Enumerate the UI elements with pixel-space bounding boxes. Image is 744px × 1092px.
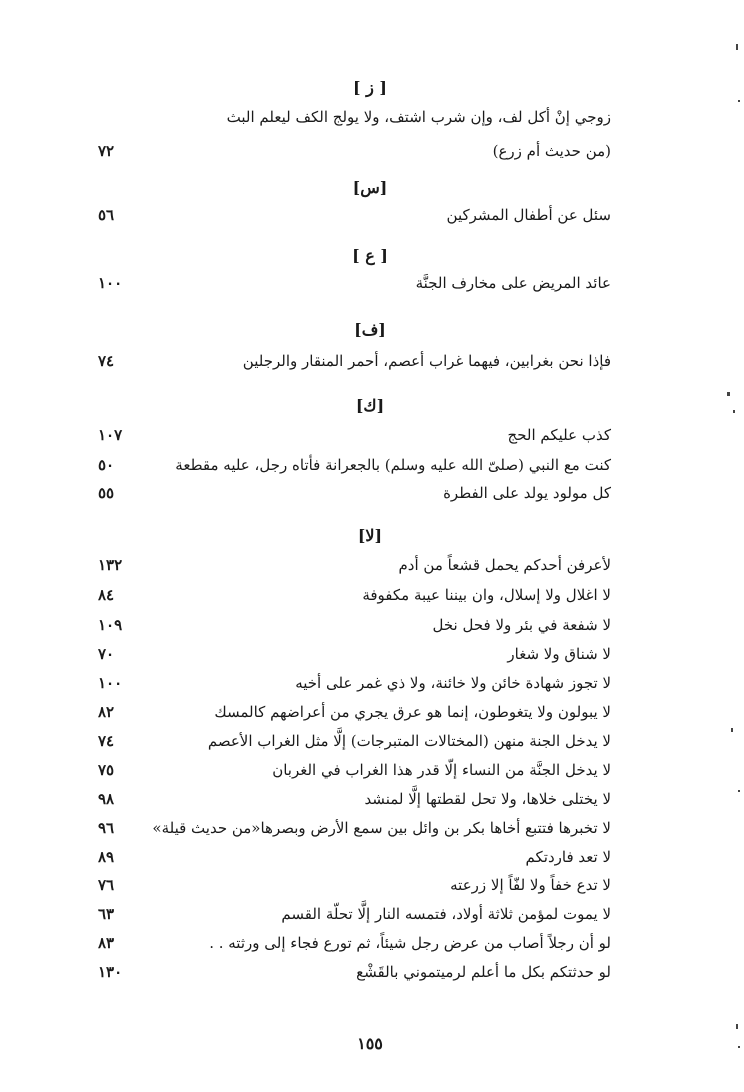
index-entry-text: كنت مع النبي (صلىّ الله عليه وسلم) بالجعرانة فأتاه رجل، عليه مقطعة — [175, 456, 611, 474]
scan-speck — [727, 392, 730, 396]
index-entry-text: لا يدخل الجنة منهن (المختالات المتبرجات) إلَّا مثل الغراب الأعصم — [207, 732, 611, 750]
section-heading-ain: [ ع ] — [352, 246, 388, 265]
index-entry-page: ٧٤ — [98, 732, 115, 750]
index-entry-page: ١٠٧ — [98, 426, 123, 444]
index-entry-page: ٩٦ — [98, 819, 115, 837]
page-number: ١٥٥ — [357, 1034, 383, 1053]
index-entry-text: زوجي إنْ أكل لف، وإن شرب اشتف، ولا يولج الكف ليعلم البث — [226, 108, 611, 126]
section-heading-zay: [ ز ] — [352, 78, 387, 97]
index-entry-page: ١٣٠ — [98, 963, 123, 981]
index-entry-text: لا شفعة في بئر ولا فحل نخل — [432, 616, 611, 634]
index-entry-page: ٧٢ — [98, 142, 115, 160]
index-entry-text: (من حديث أم زرع) — [492, 142, 611, 160]
index-entry-text: لا يختلى خلاها، ولا تحل لقطتها إلَّا لمنشد — [364, 790, 611, 808]
index-entry-page: ٨٣ — [98, 934, 115, 952]
section-heading-sin: [س] — [352, 178, 388, 197]
index-entry-text: لا يبولون ولا يتغوطون، إنما هو عرق يجري من أعراضهم كالمسك — [214, 703, 611, 721]
index-entry-text: لو أن رجلاً أصاب من عرض رجل شيئاً، ثم تورع فجاء إلى ورثته . . — [209, 934, 611, 952]
index-entry-text: كل مولود يولد على الفطرة — [443, 484, 611, 502]
index-entry-text: لأعرفن أحدكم يحمل قشعاً من أدم — [398, 556, 611, 574]
scan-speck — [738, 100, 740, 102]
index-entry-page: ٧٦ — [98, 876, 115, 894]
scan-speck — [731, 728, 733, 732]
index-entry-page: ٧٥ — [98, 761, 115, 779]
index-entry-text: لو حدثتكم بكل ما أعلم لرميتموني بالقَشْع — [356, 963, 611, 981]
index-entry-text: لا شناق ولا شغار — [507, 645, 611, 663]
section-heading-kaf: [ك] — [355, 396, 385, 415]
index-entry-page: ٩٨ — [98, 790, 115, 808]
index-entry-page: ٧٠ — [98, 645, 115, 663]
index-entry-page: ١٣٢ — [98, 556, 123, 574]
index-entry-page: ٦٣ — [98, 905, 115, 923]
scan-speck — [736, 44, 738, 50]
index-entry-text: لا يدخل الجنَّة من النساء إلّا قدر هذا الغراب في الغربان — [272, 761, 611, 779]
scan-speck — [738, 1046, 740, 1048]
index-entry-page: ١٠٠ — [98, 674, 123, 692]
scan-speck — [733, 410, 735, 413]
scan-speck — [736, 1024, 738, 1029]
index-entry-text: لا تدع خفاً ولا لفّاً إلا زرعته — [450, 876, 611, 894]
index-entry-page: ٧٤ — [98, 352, 115, 370]
section-heading-fa: [ف] — [354, 320, 386, 339]
index-entry-text: سئل عن أطفال المشركين — [446, 206, 611, 224]
index-entry-text: لا اغلال ولا إسلال، وان بيننا عيبة مكفوفة — [362, 586, 611, 604]
index-entry-text: فإذا نحن بغرابين، فيهما غراب أعصم، أحمر المنقار والرجلين — [242, 352, 611, 370]
index-entry-text: لا يموت لمؤمن ثلاثة أولاد، فتمسه النار إلَّا تحلّة القسم — [281, 905, 611, 923]
index-entry-text: لا تجوز شهادة خائن ولا خائنة، ولا ذي غمر على أخيه — [295, 674, 611, 692]
index-entry-page: ١٠٩ — [98, 616, 123, 634]
scan-speck — [738, 790, 740, 792]
index-entry-page: ٥٠ — [98, 456, 115, 474]
index-entry-page: ٥٦ — [98, 206, 115, 224]
section-heading-la: [لا] — [357, 526, 383, 545]
index-entry-page: ٨٩ — [98, 848, 115, 866]
index-entry-page: ٨٤ — [98, 586, 115, 604]
index-entry-text: لا تعد فاردتكم — [525, 848, 611, 866]
index-entry-text: كذب عليكم الحج — [507, 426, 611, 444]
index-entry-page: ١٠٠ — [98, 274, 123, 292]
index-entry-text: عائد المريض على مخارف الجنَّة — [415, 274, 611, 292]
index-entry-text: لا تخبرها فتتبع أخاها بكر بن وائل بين سمع الأرض وبصرها«من حديث قيلة» — [152, 819, 611, 837]
index-entry-page: ٨٢ — [98, 703, 115, 721]
index-entry-page: ٥٥ — [98, 484, 115, 502]
